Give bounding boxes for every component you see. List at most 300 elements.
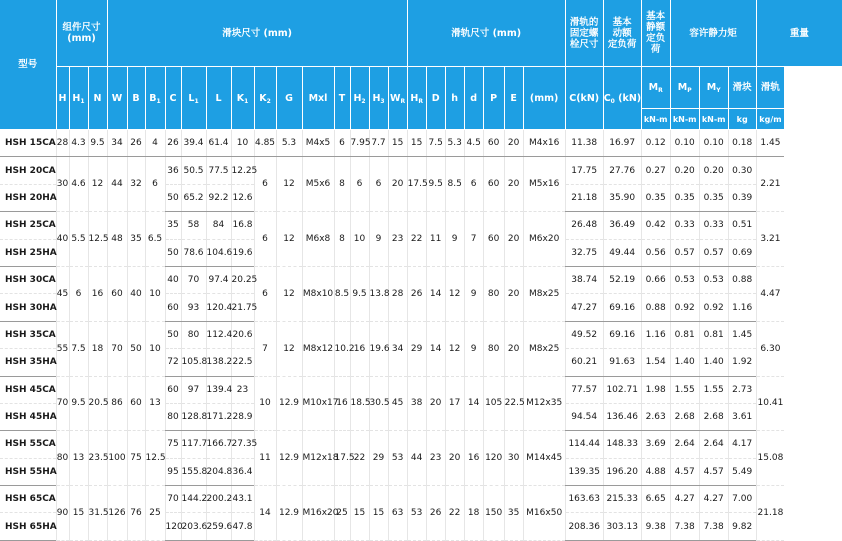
cell-H1: 7.5 <box>69 321 88 376</box>
cell-D: 9.5 <box>426 157 445 212</box>
cell-wb: 1.16 <box>728 294 756 321</box>
cell-MR: 0.66 <box>641 266 670 293</box>
cell-MY: 7.38 <box>699 513 728 540</box>
cell-L1: 93 <box>181 294 206 321</box>
cell-E: 20 <box>504 321 523 376</box>
cell-C0: 69.16 <box>603 294 641 321</box>
cell-G: 12 <box>276 321 302 376</box>
cell-T: 16 <box>334 376 350 431</box>
cell-h: 5.3 <box>445 130 464 157</box>
cell-MR: 6.65 <box>641 486 670 513</box>
cell-H: 40 <box>56 212 69 267</box>
col-L: L <box>206 67 231 130</box>
cell-Mxl: M6x8 <box>302 212 334 267</box>
cell-wb: 0.69 <box>728 239 756 266</box>
cell-bolt: M8x25 <box>523 266 565 321</box>
cell-E: 30 <box>504 431 523 486</box>
cell-W: 70 <box>107 321 127 376</box>
cell-HR: 17.5 <box>407 157 426 212</box>
cell-L: 84 <box>206 212 231 239</box>
cell-E: 20 <box>504 212 523 267</box>
cell-Mxl: M12x18 <box>302 431 334 486</box>
cell-H: 30 <box>56 157 69 212</box>
cell-Mxl: M8x12 <box>302 321 334 376</box>
cell-L1: 105.8 <box>181 349 206 376</box>
cell-bolt: M8x25 <box>523 321 565 376</box>
cell-model: HSH 15CA <box>0 130 56 157</box>
cell-MP: 0.53 <box>670 266 699 293</box>
cell-WR: 34 <box>388 321 407 376</box>
unit-MR: kN-m <box>641 109 670 130</box>
cell-L1: 80 <box>181 321 206 348</box>
cell-E: 20 <box>504 266 523 321</box>
cell-B1: 4 <box>145 130 165 157</box>
cell-MR: 1.54 <box>641 349 670 376</box>
cell-MR: 3.69 <box>641 431 670 458</box>
cell-C0: 36.49 <box>603 212 641 239</box>
cell-P: 105 <box>483 376 504 431</box>
cell-model: HSH 30HA <box>0 294 56 321</box>
cell-C: 50 <box>165 239 181 266</box>
cell-C: 95 <box>165 458 181 485</box>
cell-C0: 49.44 <box>603 239 641 266</box>
cell-N: 12 <box>88 157 107 212</box>
cell-H3: 15 <box>369 486 388 541</box>
col-HR: $H_R$ <box>407 67 426 130</box>
cell-L: 259.6 <box>206 513 231 540</box>
cell-T: 8 <box>334 157 350 212</box>
cell-C_dyn: 163.63 <box>565 486 603 513</box>
cell-d: 9 <box>464 266 483 321</box>
cell-K1: 12.6 <box>231 184 254 211</box>
cell-bolt: M6x20 <box>523 212 565 267</box>
cell-K1: 20.25 <box>231 266 254 293</box>
cell-H2: 9.5 <box>350 266 369 321</box>
cell-MY: 0.57 <box>699 239 728 266</box>
cell-MR: 0.88 <box>641 294 670 321</box>
cell-K1: 43.1 <box>231 486 254 513</box>
cell-H3: 29 <box>369 431 388 486</box>
cell-K1: 12.25 <box>231 157 254 184</box>
cell-D: 23 <box>426 431 445 486</box>
cell-P: 60 <box>483 212 504 267</box>
cell-H1: 15 <box>69 486 88 541</box>
unit-MY: kN-m <box>699 109 728 130</box>
cell-B: 76 <box>127 486 145 541</box>
cell-MP: 0.10 <box>670 130 699 157</box>
cell-H1: 4.3 <box>69 130 88 157</box>
cell-H3: 9 <box>369 212 388 267</box>
cell-P: 80 <box>483 266 504 321</box>
cell-weight-rail: 4.47 <box>756 266 784 321</box>
cell-d: 14 <box>464 376 483 431</box>
cell-MP: 1.40 <box>670 349 699 376</box>
header-rail: 滑轨尺寸 (mm) <box>407 0 565 67</box>
cell-N: 12.5 <box>88 212 107 267</box>
cell-H: 55 <box>56 321 69 376</box>
cell-HR: 38 <box>407 376 426 431</box>
cell-MP: 0.57 <box>670 239 699 266</box>
cell-MY: 2.68 <box>699 403 728 430</box>
col-c0-unit: $C_0$ (kN) <box>603 67 641 130</box>
cell-wb: 5.49 <box>728 458 756 485</box>
cell-weight-rail: 6.30 <box>756 321 784 376</box>
cell-B: 60 <box>127 376 145 431</box>
cell-B: 35 <box>127 212 145 267</box>
cell-model: HSH 65HA <box>0 513 56 540</box>
cell-L: 138.2 <box>206 349 231 376</box>
cell-C_dyn: 94.54 <box>565 403 603 430</box>
col-c-unit: C(kN) <box>565 67 603 130</box>
col-WR: $W_R$ <box>388 67 407 130</box>
cell-H1: 9.5 <box>69 376 88 431</box>
cell-L1: 50.5 <box>181 157 206 184</box>
cell-K1: 28.9 <box>231 403 254 430</box>
cell-C: 50 <box>165 321 181 348</box>
cell-MY: 4.27 <box>699 486 728 513</box>
cell-H2: 10 <box>350 212 369 267</box>
cell-MY: 2.64 <box>699 431 728 458</box>
cell-E: 20 <box>504 130 523 157</box>
cell-WR: 45 <box>388 376 407 431</box>
cell-wb: 2.73 <box>728 376 756 403</box>
cell-WR: 15 <box>388 130 407 157</box>
col-L1: $L_1$ <box>181 67 206 130</box>
cell-C0: 52.19 <box>603 266 641 293</box>
cell-K2: 4.85 <box>254 130 276 157</box>
cell-C_dyn: 47.27 <box>565 294 603 321</box>
cell-L1: 128.8 <box>181 403 206 430</box>
cell-MR: 1.16 <box>641 321 670 348</box>
table-row <box>0 157 842 184</box>
cell-WR: 20 <box>388 157 407 212</box>
cell-MY: 1.55 <box>699 376 728 403</box>
cell-G: 12 <box>276 266 302 321</box>
cell-B: 26 <box>127 130 145 157</box>
cell-L1: 70 <box>181 266 206 293</box>
col-N: N <box>88 67 107 130</box>
cell-Mxl: M16x20 <box>302 486 334 541</box>
cell-C_dyn: 17.75 <box>565 157 603 184</box>
cell-MP: 0.35 <box>670 184 699 211</box>
cell-MR: 0.56 <box>641 239 670 266</box>
cell-H1: 4.6 <box>69 157 88 212</box>
cell-B1: 25 <box>145 486 165 541</box>
cell-bolt: M14x45 <box>523 431 565 486</box>
cell-L: 120.4 <box>206 294 231 321</box>
cell-model: HSH 35CA <box>0 321 56 348</box>
cell-MR: 2.63 <box>641 403 670 430</box>
cell-H1: 13 <box>69 431 88 486</box>
cell-MP: 2.68 <box>670 403 699 430</box>
cell-H1: 5.5 <box>69 212 88 267</box>
cell-L1: 144.2 <box>181 486 206 513</box>
cell-T: 17.5 <box>334 431 350 486</box>
cell-T: 25 <box>334 486 350 541</box>
cell-C_dyn: 139.35 <box>565 458 603 485</box>
table-row <box>0 486 842 513</box>
cell-wb: 7.00 <box>728 486 756 513</box>
cell-C0: 35.90 <box>603 184 641 211</box>
cell-d: 16 <box>464 431 483 486</box>
cell-model: HSH 35HA <box>0 349 56 376</box>
cell-W: 48 <box>107 212 127 267</box>
cell-wb: 1.45 <box>728 321 756 348</box>
cell-HR: 22 <box>407 212 426 267</box>
cell-C0: 27.76 <box>603 157 641 184</box>
cell-L1: 155.8 <box>181 458 206 485</box>
cell-H: 80 <box>56 431 69 486</box>
cell-MY: 0.35 <box>699 184 728 211</box>
cell-weight-rail: 21.18 <box>756 486 784 541</box>
cell-model: HSH 65CA <box>0 486 56 513</box>
header-dynamic-load: 基本 动额 定负荷 <box>603 0 641 67</box>
cell-MY: 0.81 <box>699 321 728 348</box>
cell-WR: 53 <box>388 431 407 486</box>
cell-W: 60 <box>107 266 127 321</box>
cell-H2: 22 <box>350 431 369 486</box>
col-d: d <box>464 67 483 130</box>
cell-C_dyn: 32.75 <box>565 239 603 266</box>
cell-H3: 30.5 <box>369 376 388 431</box>
cell-K1: 23 <box>231 376 254 403</box>
cell-K1: 10 <box>231 130 254 157</box>
cell-N: 20.5 <box>88 376 107 431</box>
cell-B1: 12.5 <box>145 431 165 486</box>
header-assembly: 组件尺寸 (mm) <box>56 0 107 67</box>
cell-G: 12.9 <box>276 486 302 541</box>
cell-wb: 0.30 <box>728 157 756 184</box>
cell-d: 18 <box>464 486 483 541</box>
header-bolt: 滑轨的 固定螺 栓尺寸 <box>565 0 603 67</box>
cell-L1: 65.2 <box>181 184 206 211</box>
cell-W: 100 <box>107 431 127 486</box>
cell-P: 80 <box>483 321 504 376</box>
cell-L: 77.5 <box>206 157 231 184</box>
cell-MP: 0.92 <box>670 294 699 321</box>
cell-G: 5.3 <box>276 130 302 157</box>
cell-C0: 91.63 <box>603 349 641 376</box>
col-Mxl: Mxl <box>302 67 334 130</box>
cell-C_dyn: 26.48 <box>565 212 603 239</box>
cell-L1: 78.6 <box>181 239 206 266</box>
cell-Mxl: M5x6 <box>302 157 334 212</box>
cell-MR: 0.27 <box>641 157 670 184</box>
table-row <box>0 212 842 239</box>
cell-C_dyn: 49.52 <box>565 321 603 348</box>
cell-L: 112.4 <box>206 321 231 348</box>
cell-H2: 16 <box>350 321 369 376</box>
cell-L1: 97 <box>181 376 206 403</box>
cell-K2: 6 <box>254 212 276 267</box>
cell-HR: 44 <box>407 431 426 486</box>
cell-P: 150 <box>483 486 504 541</box>
cell-D: 14 <box>426 321 445 376</box>
cell-W: 126 <box>107 486 127 541</box>
cell-B1: 10 <box>145 266 165 321</box>
cell-wb: 0.51 <box>728 212 756 239</box>
cell-MY: 1.40 <box>699 349 728 376</box>
unit-MP: kN-m <box>670 109 699 130</box>
cell-H3: 13.8 <box>369 266 388 321</box>
cell-N: 18 <box>88 321 107 376</box>
cell-H: 45 <box>56 266 69 321</box>
cell-C0: 136.46 <box>603 403 641 430</box>
cell-d: 7 <box>464 212 483 267</box>
cell-B1: 10 <box>145 321 165 376</box>
table-row <box>0 130 842 157</box>
cell-N: 16 <box>88 266 107 321</box>
col-h: h <box>445 67 464 130</box>
cell-C: 36 <box>165 157 181 184</box>
cell-P: 60 <box>483 130 504 157</box>
col-weight-block: 滑块 <box>728 67 756 109</box>
cell-Mxl: M4x5 <box>302 130 334 157</box>
cell-E: 22.5 <box>504 376 523 431</box>
cell-MY: 0.53 <box>699 266 728 293</box>
cell-P: 60 <box>483 157 504 212</box>
cell-N: 9.5 <box>88 130 107 157</box>
cell-model: HSH 25HA <box>0 239 56 266</box>
col-H3: $H_3$ <box>369 67 388 130</box>
header-block: 滑块尺寸 (mm) <box>107 0 407 67</box>
cell-C: 60 <box>165 294 181 321</box>
col-weight-rail: 滑轨 <box>756 67 784 109</box>
cell-MP: 0.81 <box>670 321 699 348</box>
cell-N: 31.5 <box>88 486 107 541</box>
cell-h: 12 <box>445 321 464 376</box>
cell-K2: 6 <box>254 266 276 321</box>
cell-L1: 39.4 <box>181 130 206 157</box>
cell-E: 20 <box>504 157 523 212</box>
cell-model: HSH 25CA <box>0 212 56 239</box>
cell-weight-rail: 3.21 <box>756 212 784 267</box>
cell-N: 23.5 <box>88 431 107 486</box>
cell-HR: 15 <box>407 130 426 157</box>
cell-bolt: M5x16 <box>523 157 565 212</box>
cell-C: 70 <box>165 486 181 513</box>
cell-MR: 4.88 <box>641 458 670 485</box>
cell-C: 26 <box>165 130 181 157</box>
col-E: E <box>504 67 523 130</box>
cell-MP: 2.64 <box>670 431 699 458</box>
cell-T: 8 <box>334 212 350 267</box>
cell-L: 61.4 <box>206 130 231 157</box>
cell-G: 12 <box>276 212 302 267</box>
cell-MY: 4.57 <box>699 458 728 485</box>
cell-L: 104.6 <box>206 239 231 266</box>
cell-C_dyn: 77.57 <box>565 376 603 403</box>
cell-MP: 7.38 <box>670 513 699 540</box>
cell-B1: 6.5 <box>145 212 165 267</box>
header-weight: 重量 <box>756 0 842 67</box>
cell-C: 72 <box>165 349 181 376</box>
cell-d: 4.5 <box>464 130 483 157</box>
cell-H: 28 <box>56 130 69 157</box>
cell-MP: 1.55 <box>670 376 699 403</box>
cell-W: 86 <box>107 376 127 431</box>
cell-C: 60 <box>165 376 181 403</box>
cell-B: 75 <box>127 431 145 486</box>
col-G: G <box>276 67 302 130</box>
cell-B1: 6 <box>145 157 165 212</box>
cell-B: 40 <box>127 266 145 321</box>
cell-H2: 15 <box>350 486 369 541</box>
cell-HR: 29 <box>407 321 426 376</box>
cell-L1: 203.6 <box>181 513 206 540</box>
cell-wb: 9.82 <box>728 513 756 540</box>
col-W: W <box>107 67 127 130</box>
cell-h: 20 <box>445 431 464 486</box>
cell-MP: 4.57 <box>670 458 699 485</box>
table-row <box>0 431 842 458</box>
cell-bolt: M12x35 <box>523 376 565 431</box>
col-K1: $K_1$ <box>231 67 254 130</box>
table-row <box>0 266 842 293</box>
table-body <box>0 130 842 541</box>
cell-T: 6 <box>334 130 350 157</box>
cell-d: 9 <box>464 321 483 376</box>
cell-K1: 20.6 <box>231 321 254 348</box>
cell-WR: 23 <box>388 212 407 267</box>
cell-P: 120 <box>483 431 504 486</box>
col-B: B <box>127 67 145 130</box>
cell-h: 8.5 <box>445 157 464 212</box>
col-H2: $H_2$ <box>350 67 369 130</box>
cell-H: 90 <box>56 486 69 541</box>
col-P: P <box>483 67 504 130</box>
cell-weight-rail: 15.08 <box>756 431 784 486</box>
cell-MR: 9.38 <box>641 513 670 540</box>
col-H1: $H_1$ <box>69 67 88 130</box>
header-static-load: 基本 静额 定负荷 <box>641 0 670 67</box>
cell-L: 200.2 <box>206 486 231 513</box>
cell-H3: 6 <box>369 157 388 212</box>
cell-WR: 28 <box>388 266 407 321</box>
cell-MP: 0.20 <box>670 157 699 184</box>
col-B1: $B_1$ <box>145 67 165 130</box>
table-row <box>0 376 842 403</box>
cell-C: 120 <box>165 513 181 540</box>
cell-K2: 6 <box>254 157 276 212</box>
cell-B: 50 <box>127 321 145 376</box>
cell-MY: 0.10 <box>699 130 728 157</box>
cell-C_dyn: 208.36 <box>565 513 603 540</box>
col-MY: $M_Y$ <box>699 67 728 109</box>
col-bolt-unit: (mm) <box>523 67 565 130</box>
cell-K1: 21.75 <box>231 294 254 321</box>
cell-K1: 16.8 <box>231 212 254 239</box>
cell-D: 7.5 <box>426 130 445 157</box>
cell-model: HSH 45CA <box>0 376 56 403</box>
cell-MR: 0.42 <box>641 212 670 239</box>
cell-K1: 19.6 <box>231 239 254 266</box>
cell-model: HSH 30CA <box>0 266 56 293</box>
cell-D: 11 <box>426 212 445 267</box>
cell-B: 32 <box>127 157 145 212</box>
cell-h: 17 <box>445 376 464 431</box>
cell-C0: 69.16 <box>603 321 641 348</box>
cell-weight-rail: 2.21 <box>756 157 784 212</box>
cell-weight-rail: 10.41 <box>756 376 784 431</box>
col-K2: $K_2$ <box>254 67 276 130</box>
header-model: 型号 <box>0 0 56 130</box>
cell-wb: 0.39 <box>728 184 756 211</box>
cell-H1: 6 <box>69 266 88 321</box>
cell-HR: 53 <box>407 486 426 541</box>
cell-C: 80 <box>165 403 181 430</box>
cell-wb: 0.18 <box>728 130 756 157</box>
